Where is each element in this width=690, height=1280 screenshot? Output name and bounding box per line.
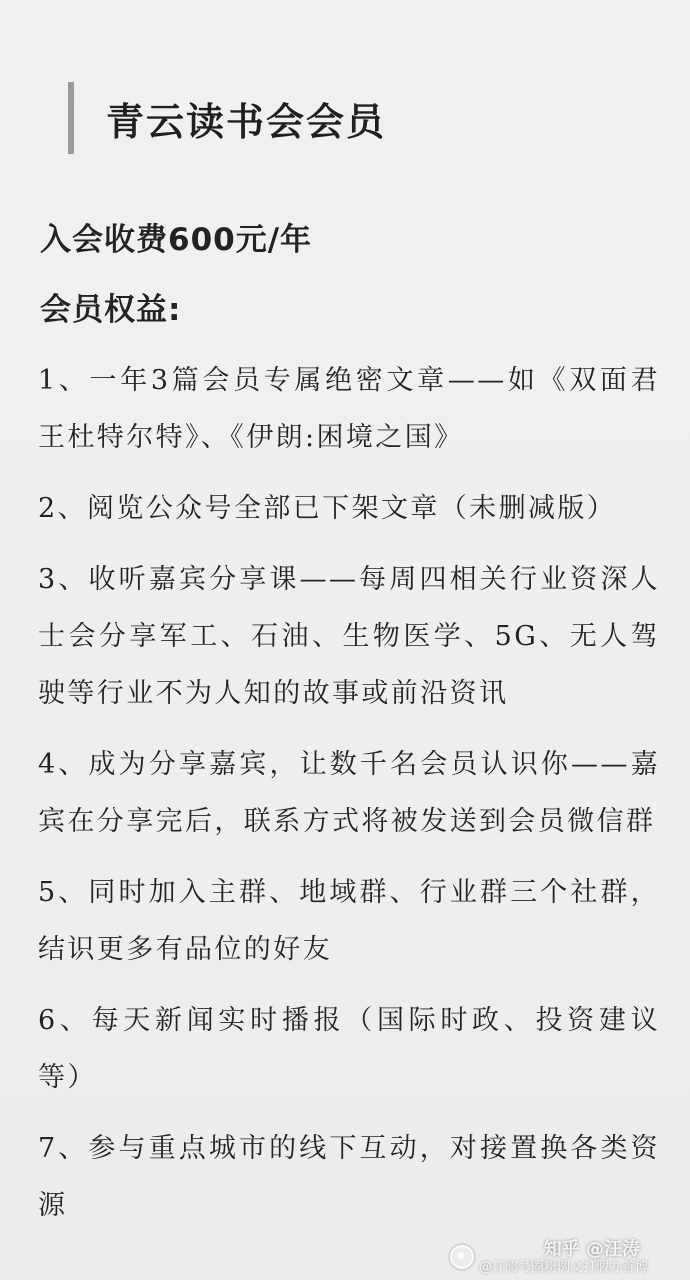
benefit-item-1: 1、一年3篇会员专属绝密文章——如《双面君王杜特尔特》、《伊朗:困境之国》 [38,365,660,453]
watermark-top: 知乎 @汪涛 [543,1238,641,1260]
membership-fee: 入会收费600元/年 [40,222,313,258]
benefits-heading: 会员权益: [40,292,182,328]
benefit-item-3: 3、收听嘉宾分享课——每周四相关行业资深人士会分享军工、石油、生物医学、5G、无人驾驶等行业不为人知的故事或前沿资讯 [38,564,660,709]
weibo-logo-icon [450,1245,474,1269]
title-accent-bar [68,82,74,154]
benefit-item-5: 5、同时加入主群、地域群、行业群三个社群，结识更多有品位的好友 [38,877,660,965]
benefit-item-7: 7、参与重点城市的线下互动，对接置换各类资源 [38,1133,660,1221]
benefit-item-4: 4、成为分享嘉宾，让数千名会员认识你——嘉宾在分享完后，联系方式将被发送到会员微信群 [38,749,660,837]
benefits-list [38,352,660,1248]
benefit-item-6: 6、每天新闻实时播报（国际时政、投资建议等） [38,1005,660,1093]
watermark-bottom: @订阅号圈粉例文打假办首博 [479,1259,649,1275]
watermark-text [479,1238,649,1275]
benefit-item-2: 2、阅览公众号全部已下架文章（未删减版） [38,493,617,524]
title-block [68,82,386,154]
page-title: 青云读书会会员 [106,99,387,144]
watermark [450,1240,688,1274]
